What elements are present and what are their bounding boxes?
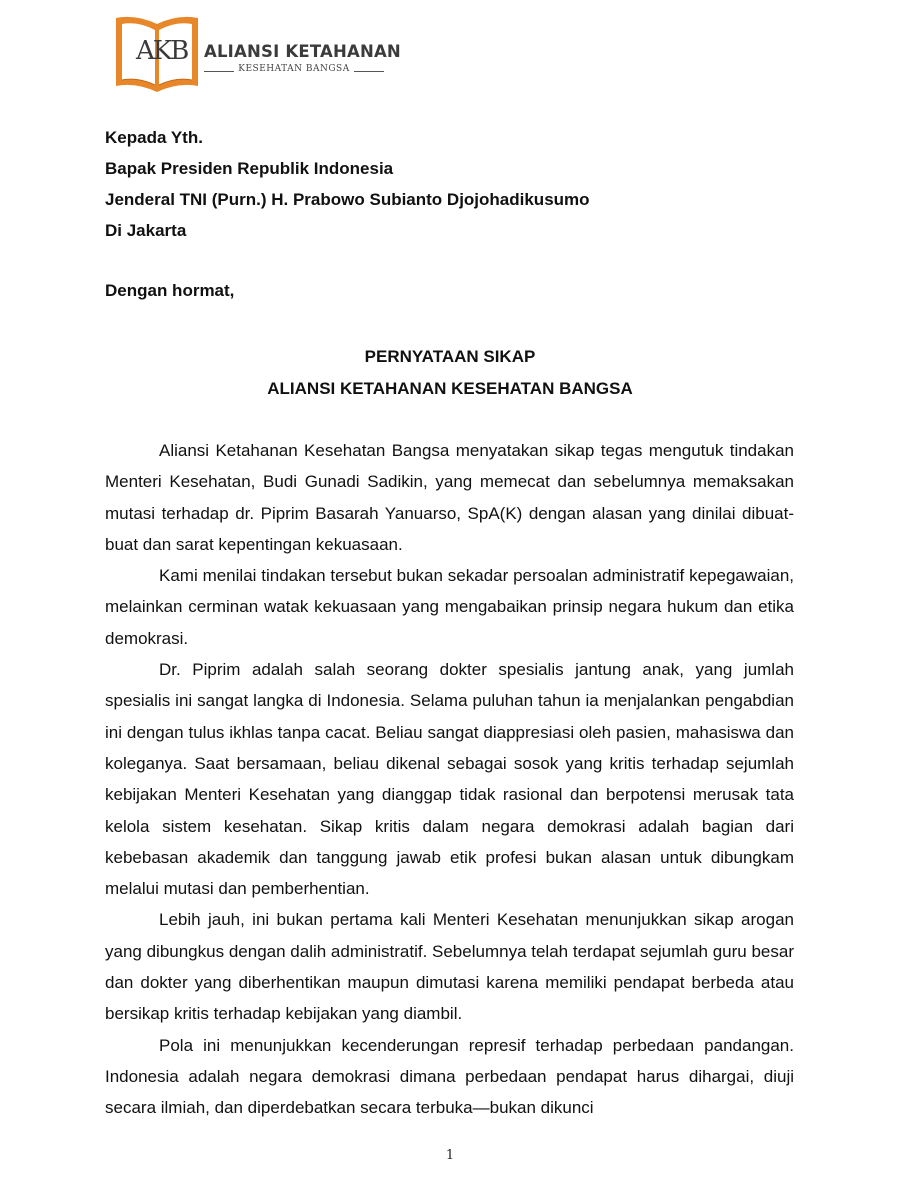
- address-line: Jenderal TNI (Purn.) H. Prabowo Subianto Djojohadikusumo: [105, 190, 590, 209]
- body-paragraph: Aliansi Ketahanan Kesehatan Bangsa menyatakan sikap tegas mengutuk tindakan Menteri Kesehatan, Budi Gunadi Sadikin, yang memecat dan sebelumnya memaksakan mutasi terhadap dr. Piprim Basarah Yanuarso, SpA(K) dengan alasan yang dinilai dibuat-buat dan sarat kepentingan kekuasaan.: [105, 441, 794, 554]
- organization-logo: [112, 12, 401, 102]
- address-line: Kepada Yth.: [105, 128, 203, 147]
- page-number: 1: [445, 1148, 455, 1163]
- body-paragraph: Dr. Piprim adalah salah seorang dokter spesialis jantung anak, yang jumlah spesialis ini sangat langka di Indonesia. Selama puluhan tahun ia menjalankan pengabdian ini dengan tulus ikhlas tanpa cacat. Beliau sangat diappresiasi oleh pasien, mahasiswa dan koleganya. Saat bersamaan, beliau dikenal sebagai sosok yang kritis terhadap sejumlah kebijakan Menteri Kesehatan yang dianggap tidak rasional dan berpotensi merusak tata kelola sistem kesehatan. Sikap kritis dalam negara demokrasi adalah bagian dari kebebasan akademik dan tanggung jawab etik profesi bukan alasan untuk dibungkam melalui mutasi dan pemberhentian.: [105, 660, 794, 899]
- title-line-1: PERNYATAAN SIKAP: [364, 347, 536, 366]
- logo-name: ALIANSI KETAHANAN: [204, 42, 401, 61]
- logo-subtitle: KESEHATAN BANGSA: [238, 64, 350, 74]
- address-line: Di Jakarta: [105, 221, 187, 240]
- title-line-2: ALIANSI KETAHANAN KESEHATAN BANGSA: [267, 379, 633, 398]
- logo-subtitle-row: [204, 64, 384, 78]
- logo-monogram: AKB: [136, 36, 188, 66]
- salutation: Dengan hormat,: [105, 281, 235, 300]
- body-paragraph: Lebih jauh, ini bukan pertama kali Menteri Kesehatan menunjukkan sikap arogan yang dibungkus dengan dalih administratif. Sebelumnya telah terdapat sejumlah guru besar dan dokter yang diberhentikan maupun dimutasi karena memiliki pendapat berbeda atau bersikap kritis terhadap kebijakan yang diambil.: [105, 910, 794, 1024]
- body-paragraph: Kami menilai tindakan tersebut bukan sekadar persoalan administratif kepegawaian, melainkan cerminan watak kekuasaan yang mengabaikan prinsip negara hukum dan etika demokrasi.: [105, 566, 794, 648]
- body-paragraph: Pola ini menunjukkan kecenderungan represif terhadap perbedaan pandangan. Indonesia adalah negara demokrasi dimana perbedaan pendapat harus dihargai, diuji secara ilmiah, dan diperdebatkan secara terbuka—bukan dikunci: [105, 1035, 794, 1118]
- letter-body: [105, 435, 794, 1124]
- address-line: Bapak Presiden Republik Indonesia: [105, 159, 394, 178]
- recipient-address: [105, 122, 590, 246]
- statement-title: [0, 341, 900, 405]
- logo-divider: [354, 71, 384, 72]
